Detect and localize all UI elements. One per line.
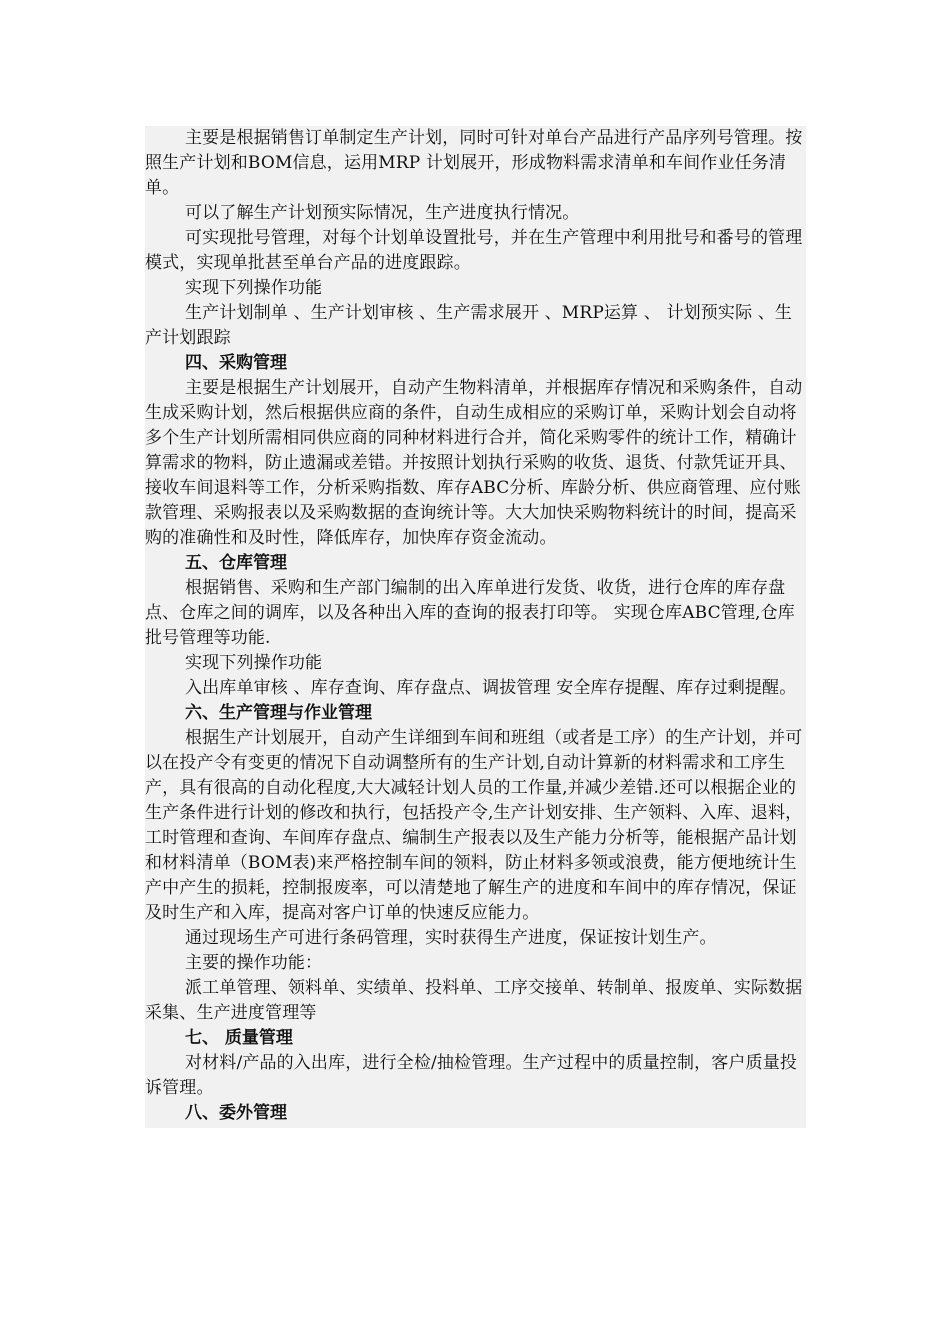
section-heading-quality: 七、 质量管理: [185, 1028, 293, 1048]
paragraph-main-operations-intro: 主要的操作功能：: [185, 953, 323, 973]
section-heading-purchasing: 四、采购管理: [185, 353, 287, 373]
paragraph-batch-management: 可实现批号管理，对每个计划单设置批号，并在生产管理中利用批号和番号的管理模式，实现单批甚至单台产品的进度跟踪。: [145, 228, 803, 273]
paragraph-quality: 对材料/产品的入出库，进行全检/抽检管理。生产过程中的质量控制，客户质量投诉管理。: [145, 1053, 798, 1098]
paragraph-production: 根据生产计划展开，自动产生详细到车间和班组（或者是工序）的生产计划，并可以在投产令有变更的情况下自动调整所有的生产计划,自动计算新的材料需求和工序生产，具有很高的自动化程度,大大减轻计划人员的工作量,并减少差错.还可以根据企业的生产条件进行计划的修改和执行，包括投产令,生产计划安排、生产领料、入库、退料，工时管理和查询、车间库存盘点、编制生产报表以及生产能力分析等，能根据产品计划和材料清单（BOM表)来严格控制车间的领料，防止材料多领或浪费，能方便地统计生产中产生的损耗，控制报废率，可以清楚地了解生产的进度和车间中的库存情况，保证及时生产和入库，提高对客户订单的快速反应能力。: [145, 728, 803, 923]
paragraph-operations-intro: 实现下列操作功能: [185, 278, 323, 298]
paragraph-purchasing: 主要是根据生产计划展开，自动产生物料清单，并根据库存情况和采购条件，自动生成采购计划，然后根据供应商的条件，自动生成相应的采购订单，采购计划会自动将多个生产计划所需相同供应商的同种材料进行合并，简化采购零件的统计工作，精确计算需求的物料，防止遗漏或差错。并按照计划执行采购的收货、退货、付款凭证开具、接收车间退料等工作，分析采购指数、库存ABC分析、库龄分析、供应商管理、应付账款管理、采购报表以及采购数据的查询统计等。大大加快采购物料统计的时间，提高采购的准确性和及时性，降低库存，加快库存资金流动。: [145, 378, 803, 548]
section-heading-outsourcing: 八、委外管理: [185, 1103, 287, 1123]
paragraph-warehouse-operations: 入出库单审核 、库存查询、库存盘点、调拔管理 安全库存提醒、库存过剩提醒。: [185, 678, 797, 698]
paragraph-plan-operations: 生产计划制单 、生产计划审核 、生产需求展开 、MRP运算 、 计划预实际 、生产计划跟踪: [145, 303, 793, 348]
paragraph-barcode: 通过现场生产可进行条码管理，实时获得生产进度，保证按计划生产。: [185, 928, 717, 948]
paragraph-warehouse: 根据销售、采购和生产部门编制的出入库单进行发货、收货，进行仓库的库存盘点、仓库之间的调库，以及各种出入库的查询的报表打印等。 实现仓库ABC管理,仓库批号管理等功能.: [145, 578, 795, 648]
paragraph-plan-actual: 可以了解生产计划预实际情况，生产进度执行情况。: [185, 203, 580, 223]
section-heading-production: 六、生产管理与作业管理: [185, 703, 372, 723]
section-heading-warehouse: 五、仓库管理: [185, 553, 287, 573]
paragraph-warehouse-operations-intro: 实现下列操作功能: [185, 653, 323, 673]
paragraph-production-operations: 派工单管理、领料单、实绩单、投料单、工序交接单、转制单、报废单、实际数据采集、生产进度管理等: [145, 978, 803, 1023]
paragraph-plan-overview: 主要是根据销售订单制定生产计划，同时可针对单台产品进行产品序列号管理。按照生产计划和BOM信息，运用MRP 计划展开，形成物料需求清单和车间作业任务清单。: [145, 128, 803, 198]
document-body: [145, 126, 806, 1128]
